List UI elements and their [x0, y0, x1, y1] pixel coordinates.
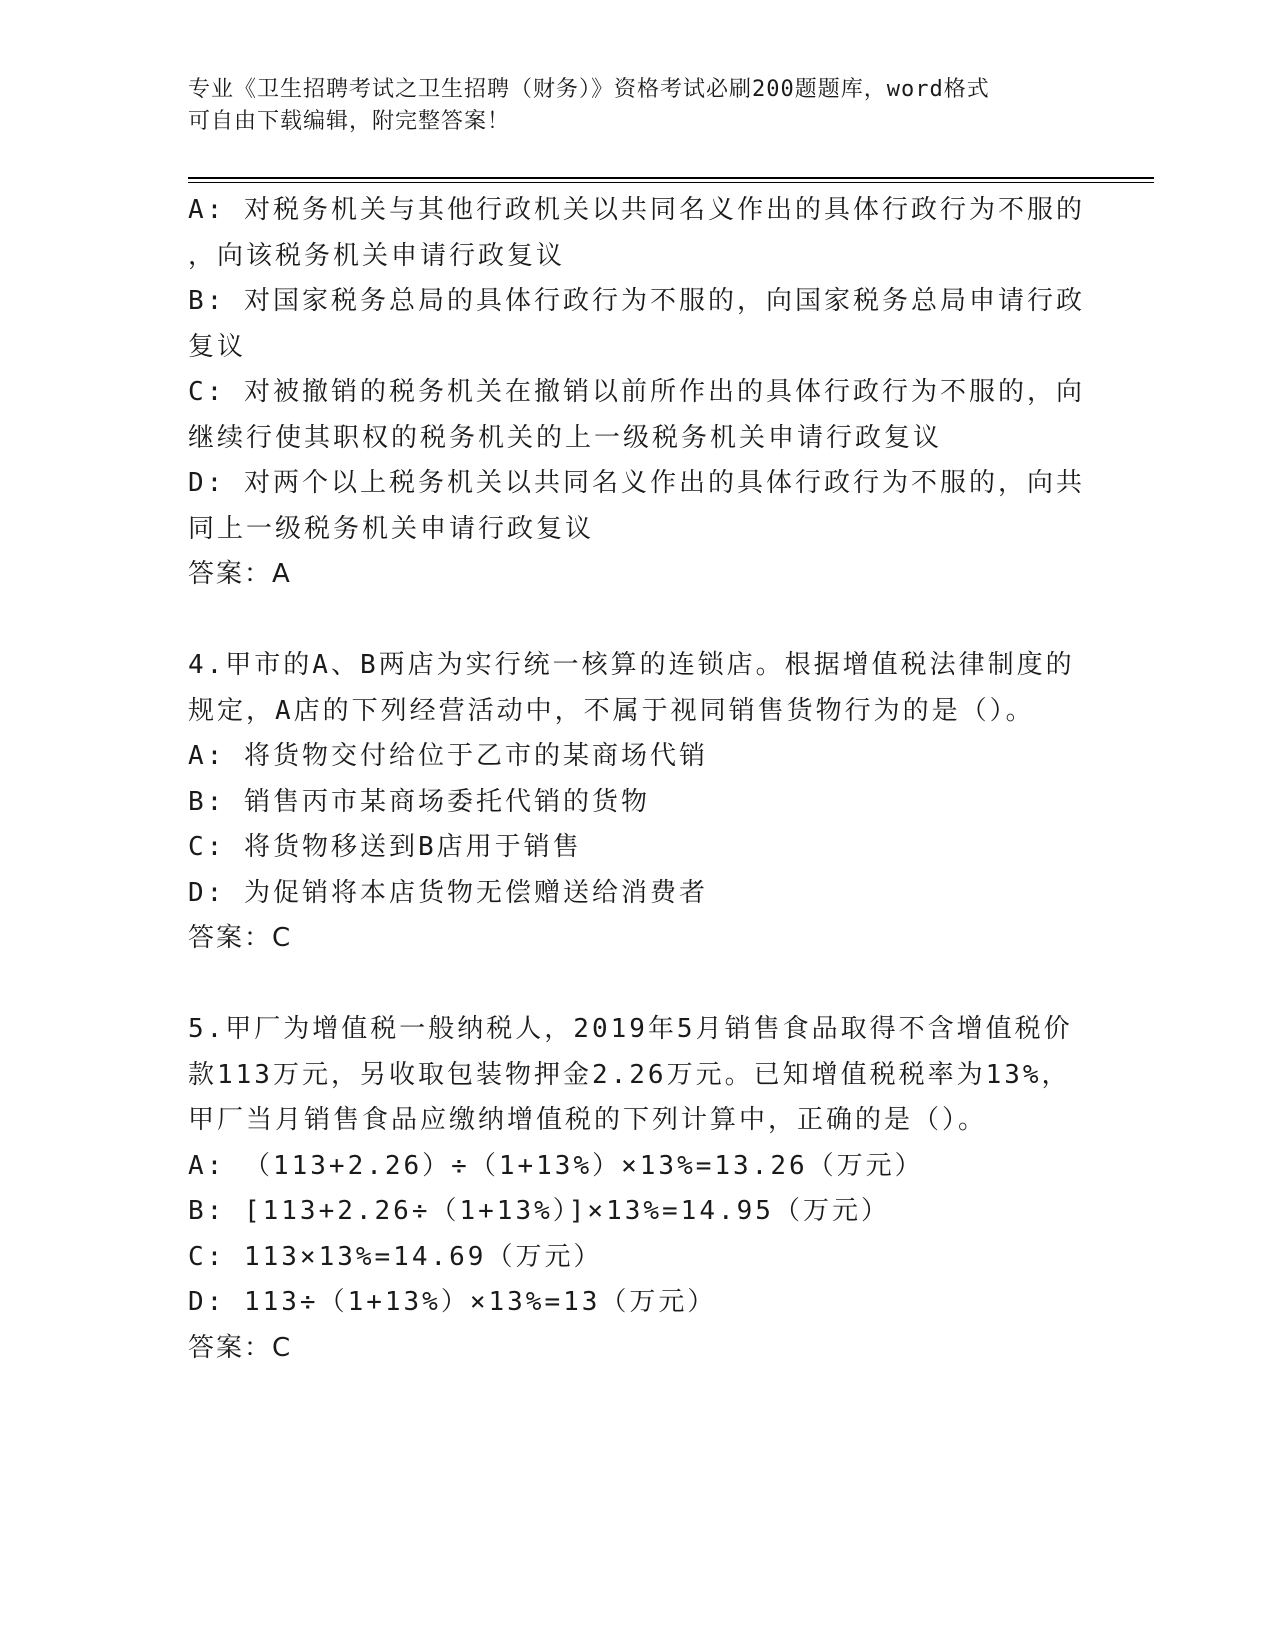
option-b: B: [113+2.26÷（1+13%）]×13%=14.95（万元）: [188, 1196, 890, 1226]
spacer: [188, 962, 1088, 1008]
option-c: C: 113×13%=14.69（万元）: [188, 1241, 603, 1272]
option-a: A: （113+2.26）÷（1+13%）×13%=13.26（万元）: [188, 1150, 924, 1181]
question-stem-line-2: 规定，A店的下列经营活动中，不属于视同销售货物行为的是（）。: [188, 695, 1035, 726]
option-b-line-1: B: 对国家税务总局的具体行政行为不服的，向国家税务总局申请行政: [188, 286, 1085, 316]
answer-label: 答案：C: [188, 923, 293, 953]
answer-label: 答案：C: [188, 1332, 293, 1363]
option-d: D: 为促销将本店货物无偿赠送给消费者: [188, 877, 708, 908]
option-a-line-2: ，向该税务机关申请行政复议: [188, 240, 566, 271]
option-a-line-1: A: 对税务机关与其他行政机关以共同名义作出的具体行政行为不服的: [188, 195, 1085, 225]
header-line-2: 可自由下载编辑，附完整答案！: [188, 109, 511, 134]
question-content: [188, 188, 1088, 1371]
spacer: [188, 598, 1088, 644]
header-rule-thick: [188, 177, 1154, 179]
option-c-line-2: 继续行使其职权的税务机关的上一级税务机关申请行政复议: [188, 422, 943, 453]
question-stem-line-1: 4.甲市的A、B两店为实行统一核算的连锁店。根据增值税法律制度的: [188, 650, 1075, 680]
header-rule-thin: [188, 182, 1154, 183]
option-d-line-2: 同上一级税务机关申请行政复议: [188, 513, 595, 544]
question-stem-line-2: 款113万元，另收取包装物押金2.26万元。已知增值税税率为13%，: [188, 1059, 1071, 1090]
answer-label: 答案：A: [188, 559, 292, 589]
header-line-1: 专业《卫生招聘考试之卫生招聘（财务）》资格考试必刷200题题库，word格式: [188, 77, 990, 102]
option-c: C: 将货物移送到B店用于销售: [188, 832, 582, 862]
question-3-options: [188, 188, 1088, 598]
question-stem-line-3: 甲厂当月销售食品应缴纳增值税的下列计算中，正确的是（）。: [188, 1105, 988, 1135]
question-5: [188, 1007, 1088, 1371]
question-4: [188, 643, 1088, 962]
question-stem-line-1: 5.甲厂为增值税一般纳税人，2019年5月销售食品取得不含增值税价: [188, 1014, 1073, 1044]
option-d: D: 113÷（1+13%）×13%=13（万元）: [188, 1287, 717, 1317]
document-header: [188, 74, 1088, 138]
option-b-line-2: 复议: [188, 331, 247, 362]
option-c-line-1: C: 对被撤销的税务机关在撤销以前所作出的具体行政行为不服的，向: [188, 377, 1085, 407]
option-b: B: 销售丙市某商场委托代销的货物: [188, 786, 650, 817]
option-a: A: 将货物交付给位于乙市的某商场代销: [188, 741, 708, 771]
option-d-line-1: D: 对两个以上税务机关以共同名义作出的具体行政行为不服的，向共: [188, 468, 1085, 498]
